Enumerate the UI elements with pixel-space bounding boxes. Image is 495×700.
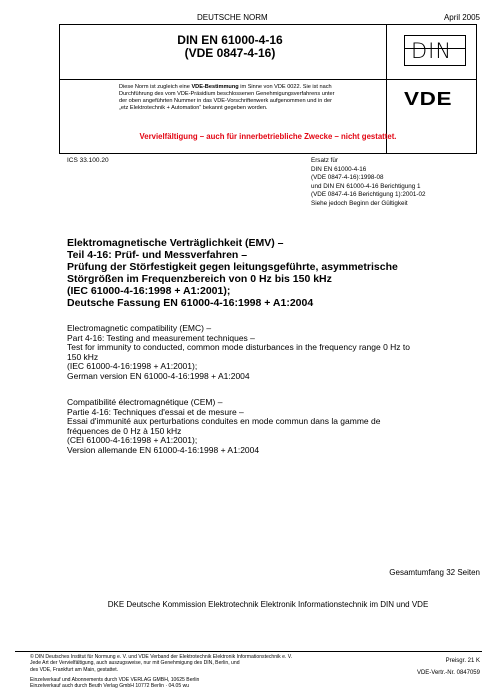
ersatz-line: Ersatz für <box>311 157 338 164</box>
copy-notice: Vervielfältigung – auch für innerbetriebliche Zwecke – nicht gestattet. <box>139 132 397 141</box>
title-de-line: Elektromagnetische Verträglichkeit (EMV) – <box>67 237 284 249</box>
title-en-line: (IEC 61000-4-16:1998 + A1:2001); <box>67 361 198 371</box>
title-fr-line: Essai d'immunité aux perturbations conduites en mode commun dans la gamme de <box>67 416 381 426</box>
din-en-number: DIN EN 61000-4-16 <box>177 33 283 47</box>
order-number: VDE-Vertr.-Nr. 0847059 <box>416 670 480 676</box>
title-de-line: Störgrößen im Frequenzbereich von 0 Hz bis 150 kHz <box>67 273 332 285</box>
title-french <box>67 398 477 455</box>
title-de-line: Prüfung der Störfestigkeit gegen leitungsgeführte, asymmetrische <box>67 261 398 273</box>
vde-logo: VDE <box>404 89 453 109</box>
vde-note-line3: der oben angeführten Nummer in das VDE-Vorschriftenwerk aufgenommen und in der <box>119 98 332 104</box>
standard-number <box>130 34 330 60</box>
ersatz-line: und DIN EN 61000-4-16 Berichtigung 1 <box>311 182 421 190</box>
vde-note-line4: „etz Elektrotechnik + Automation“ bekannt gegeben worden. <box>119 105 268 111</box>
footer-line: Einzelverkauf auch durch Beuth Verlag GmbH 10772 Berlin · 04.05 wu <box>30 683 190 690</box>
committee-line: DKE Deutsche Kommission Elektrotechnik Elektronik Informationstechnik im DIN und VDE <box>107 600 429 609</box>
ersatz-line: DIN EN 61000-4-16 <box>311 165 367 173</box>
vde-number: (VDE 0847-4-16) <box>184 46 276 60</box>
title-vde-divider <box>59 79 477 80</box>
title-fr-line: (CEI 61000-4-16:1998 + A1:2001); <box>67 435 198 445</box>
header-doc-type: DEUTSCHE NORM <box>197 13 268 22</box>
title-de-line: Deutsche Fassung EN 61000-4-16:1998 + A1:2004 <box>67 297 314 309</box>
title-de-line: (IEC 61000-4-16:1998 + A1:2001); <box>67 285 231 297</box>
title-fr-line: Partie 4-16: Techniques d'essai et de mesure – <box>67 406 244 417</box>
vde-note-bold: VDE-Bestimmung <box>191 84 239 90</box>
ersatz-line: (VDE 0847-4-16):1998-08 <box>311 174 384 181</box>
title-en-line: Electromagnetic compatibility (EMC) – <box>67 323 212 333</box>
title-en-line: Test for immunity to conducted, common mode disturbances in the frequency range 0 Hz to <box>67 342 411 352</box>
din-logo <box>404 35 466 66</box>
price-group: Preisgr. 21 K <box>445 658 480 664</box>
footer-line: Jede Art der Vervielfältigung, auch auszugsweise, nur mit Genehmigung des DIN, Berlin, und <box>30 660 240 667</box>
title-german <box>67 237 477 309</box>
title-fr-line: Compatibilité électromagnétique (CEM) – <box>67 397 223 407</box>
footer-line: des VDE, Frankfurt am Main, gestattet. <box>30 666 119 673</box>
title-en-line: Part 4-16: Testing and measurement techniques – <box>67 332 255 343</box>
title-english <box>67 324 477 381</box>
ersatz-line: Siehe jedoch Beginn der Gültigkeit <box>311 199 408 207</box>
title-de-line: Teil 4-16: Prüf- und Messverfahren – <box>67 249 248 261</box>
footer-line: Einzelverkauf und Abonnements durch VDE VERLAG GMBH, 10625 Berlin <box>30 676 200 683</box>
title-fr-line: fréquences de 0 Hz à 150 kHz <box>67 425 182 436</box>
ersatz-block <box>311 157 481 208</box>
title-en-line: German version EN 61000-4-16:1998 + A1:2004 <box>67 370 250 381</box>
footer-line: © DIN Deutsches Institut für Normung e. V. und VDE Verband der Elektrotechnik Elektronik Informationstechnik e. V. <box>30 654 293 660</box>
header-date: April 2005 <box>443 13 480 22</box>
ersatz-line: (VDE 0847-4-16 Berichtigung 1):2001-02 <box>311 191 426 198</box>
title-en-line: 150 kHz <box>67 351 99 362</box>
vde-note-start: Diese Norm ist zugleich eine <box>119 84 192 90</box>
vde-note-line2: Durchführung des vom VDE-Präsidium beschlossenen Genehmigungsverfahrens unter <box>119 91 335 97</box>
ics-code: ICS 33.100.20 <box>67 157 109 164</box>
din-logo-text: DIN <box>411 39 453 63</box>
vde-note <box>119 84 385 112</box>
page-total: Gesamtumfang 32 Seiten <box>389 568 480 577</box>
footer-legal <box>30 654 410 689</box>
title-fr-line: Version allemande EN 61000-4-16:1998 + A1:2004 <box>67 444 260 455</box>
footer-rule <box>15 651 482 652</box>
vde-note-line1-rest: im Sinne von VDE 0022. Sie ist nach <box>238 84 332 90</box>
